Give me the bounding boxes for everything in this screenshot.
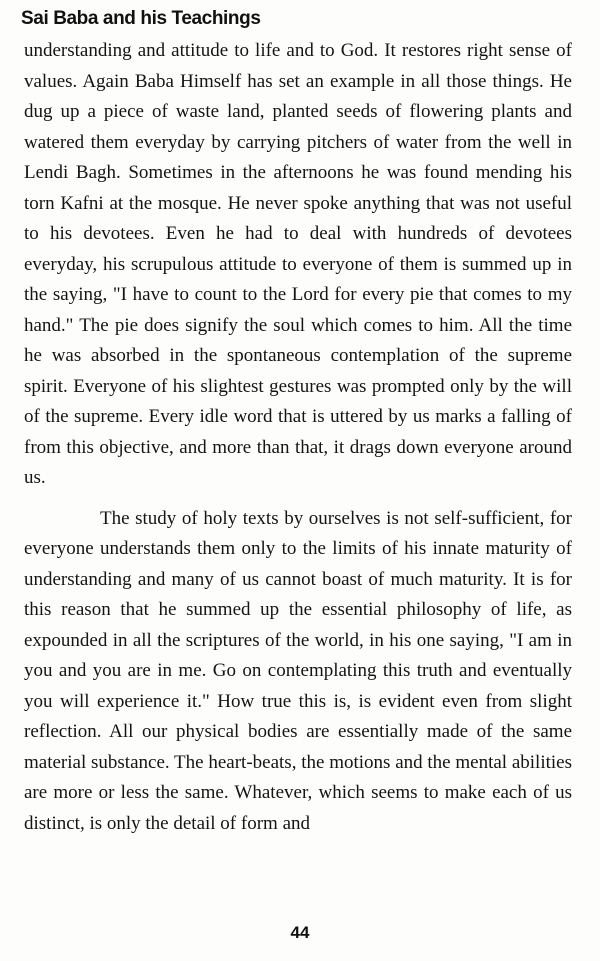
paragraph: The study of holy texts by ourselves is not self-sufficient, for everyone understands them only to the limits of his innate maturity of understanding and many of us cannot boast of much maturity. It is for this reason that he summed up the essential philosophy of life, as expounded in all the scriptures of the world, in his one saying, "I am in you and you are in me. Go on contemplating this truth and eventually you will experience it." How true this is, is evident even from slight reflection. All our physical bodies are essentially made of the same material substance. The heart-beats, the motions and the mental abilities are more or less the same. Whatever, which seems to make each of us distinct, is only the detail of form and	[24, 507, 572, 834]
running-head-title: Sai Baba and his Teachings	[21, 8, 261, 29]
body-text	[24, 36, 572, 839]
page-number: 44	[290, 923, 310, 942]
paragraph-continued: understanding and attitude to life and to God. It restores right sense of values. Again Baba Himself has set an example in all those things. He dug up a piece of waste land, planted seeds of flowering plants and watered them everyday by carrying pitchers of water from the well in Lendi Bagh. Sometimes in the afternoons he was found mending his torn Kafni at the mosque. He never spoke anything that was not useful to his devotees. Even he had to deal with hundreds of devotees everyday, his scrupulous attitude to everyone of them is summed up in the saying, "I have to count to the Lord for every pie that comes to my hand." The pie does signify the soul which comes to him. All the time he was absorbed in the spontaneous contemplation of the supreme spirit. Everyone of his slightest gestures was prompted only by the will of the supreme. Every idle word that is uttered by us marks a falling of from this objective, and more than that, it drags down everyone around us.	[24, 40, 572, 488]
